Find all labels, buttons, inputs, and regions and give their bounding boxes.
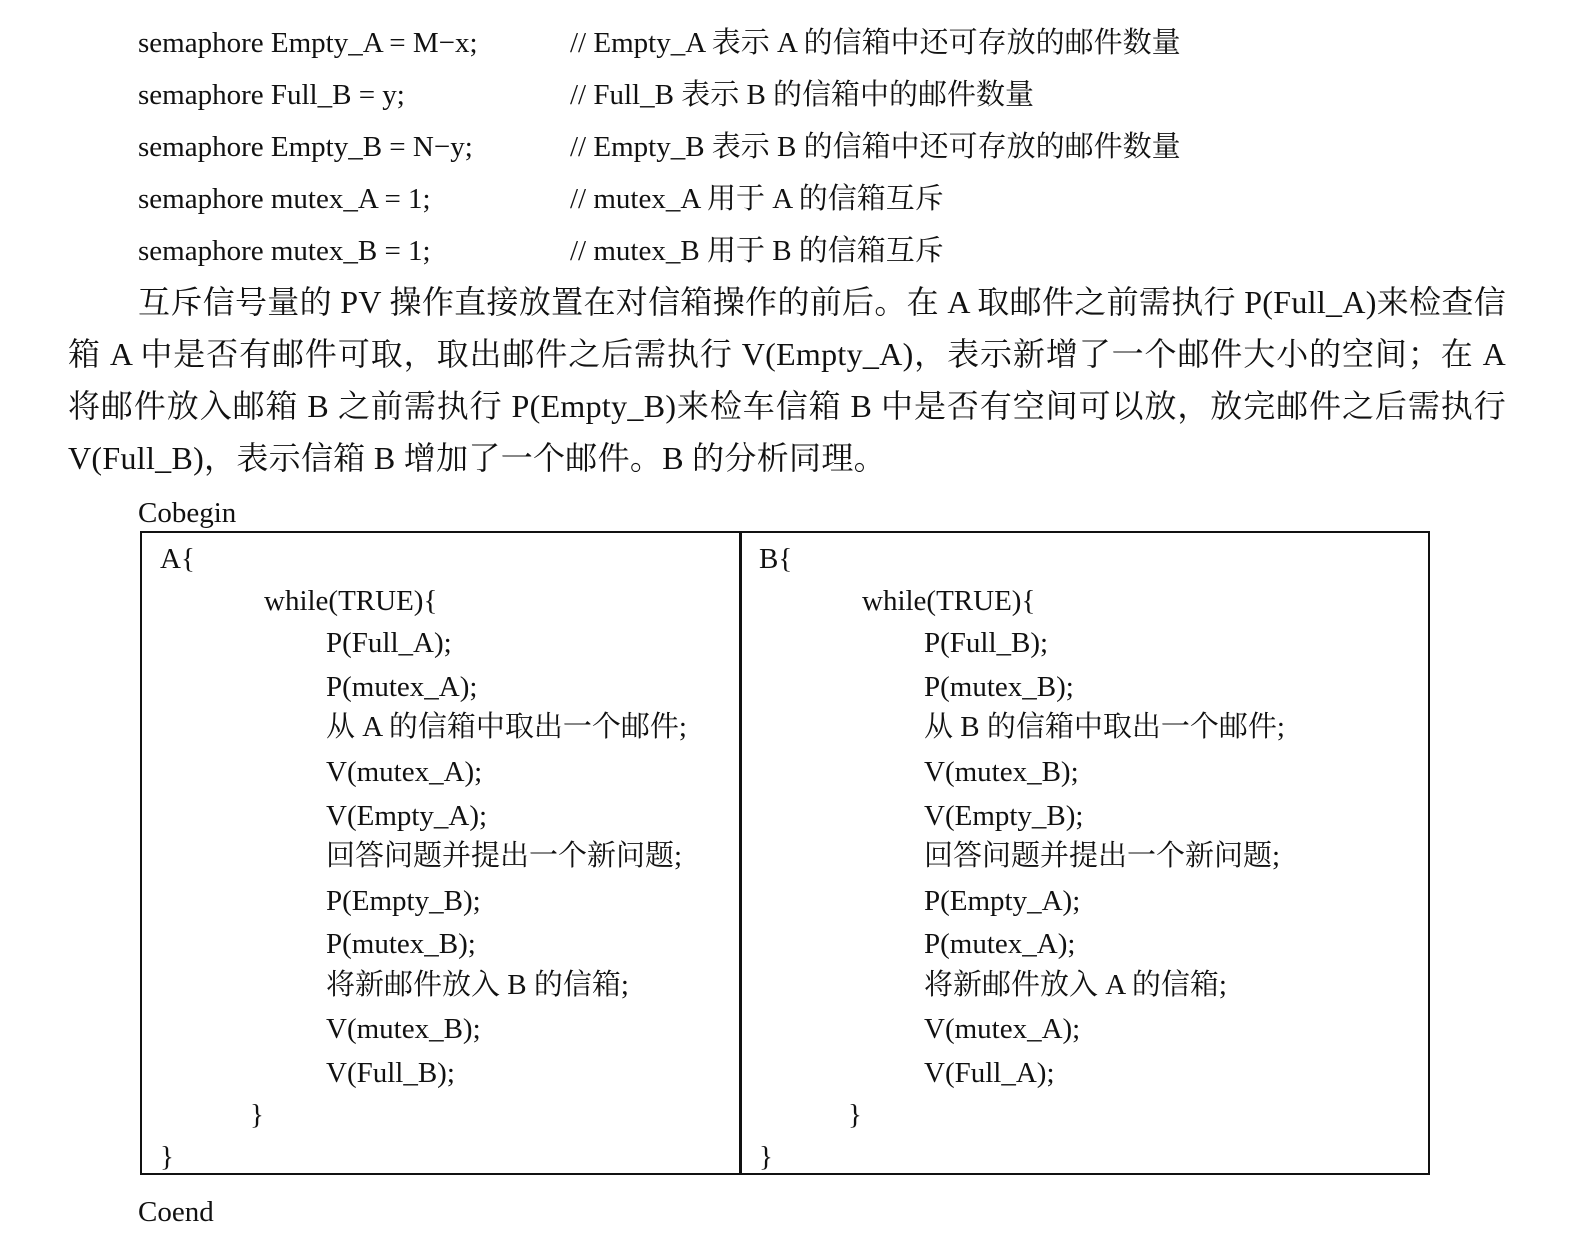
code-line: P(mutex_A); xyxy=(924,928,1076,960)
code-line: V(mutex_A); xyxy=(326,756,483,788)
while-loop-header: while(TRUE){ xyxy=(862,585,1036,617)
code-line: V(mutex_A); xyxy=(924,1013,1081,1045)
code-line: P(mutex_A); xyxy=(326,671,478,703)
column-divider xyxy=(739,531,742,1175)
code-line: V(Full_A); xyxy=(924,1057,1055,1089)
code-line: 将新邮件放入 A 的信箱; xyxy=(924,969,1227,1001)
explanation-paragraph: 互斥信号量的 PV 操作直接放置在对信箱操作的前后。在 A 取邮件之前需执行 P(Full_A)来检查信箱 A 中是否有邮件可取，取出邮件之后需执行 V(Empty_A)，表示新增了一个邮件大小的空间；在 A 将邮件放入邮箱 B 之前需执行 P(Empty_B)来检车信箱 B 中是否有空间可以放，放完邮件之后需执行 V(Full_B)，表示信箱 B 增加了一个邮件。B 的分析同理。 xyxy=(68,284,1506,476)
loop-close-brace: } xyxy=(250,1099,264,1131)
code-line: P(mutex_B); xyxy=(924,671,1074,703)
declaration-code: semaphore Empty_A = M−x; xyxy=(138,27,478,59)
code-line: 回答问题并提出一个新问题; xyxy=(924,840,1281,872)
code-line: P(Full_A); xyxy=(326,627,452,659)
code-line: 从 B 的信箱中取出一个邮件; xyxy=(924,711,1285,743)
code-line: P(Empty_B); xyxy=(326,885,481,917)
code-line: V(Empty_A); xyxy=(326,800,488,832)
cobegin-label: Cobegin xyxy=(138,497,237,529)
code-line: P(mutex_B); xyxy=(326,928,476,960)
process-header: B{ xyxy=(759,543,793,575)
declaration-code: semaphore Full_B = y; xyxy=(138,79,405,111)
code-line: 从 A 的信箱中取出一个邮件; xyxy=(326,711,687,743)
code-line: V(mutex_B); xyxy=(326,1013,481,1045)
declaration-code: semaphore mutex_B = 1; xyxy=(138,235,431,267)
declaration-comment: // mutex_B 用于 B 的信箱互斥 xyxy=(570,235,944,267)
code-line: V(mutex_B); xyxy=(924,756,1079,788)
while-loop-header: while(TRUE){ xyxy=(264,585,438,617)
code-line: P(Empty_A); xyxy=(924,885,1081,917)
coend-label: Coend xyxy=(138,1196,214,1228)
declaration-comment: // mutex_A 用于 A 的信箱互斥 xyxy=(570,183,944,215)
process-close-brace: } xyxy=(160,1141,174,1173)
declaration-code: semaphore Empty_B = N−y; xyxy=(138,131,473,163)
code-line: V(Empty_B); xyxy=(924,800,1084,832)
declaration-comment: // Empty_B 表示 B 的信箱中还可存放的邮件数量 xyxy=(570,131,1181,163)
declaration-comment: // Empty_A 表示 A 的信箱中还可存放的邮件数量 xyxy=(570,27,1181,59)
declaration-comment: // Full_B 表示 B 的信箱中的邮件数量 xyxy=(570,79,1035,111)
process-header: A{ xyxy=(160,543,195,575)
process-close-brace: } xyxy=(759,1141,773,1173)
code-line: 将新邮件放入 B 的信箱; xyxy=(326,969,629,1001)
code-line: V(Full_B); xyxy=(326,1057,455,1089)
code-line: 回答问题并提出一个新问题; xyxy=(326,840,683,872)
declaration-code: semaphore mutex_A = 1; xyxy=(138,183,431,215)
code-line: P(Full_B); xyxy=(924,627,1049,659)
loop-close-brace: } xyxy=(848,1099,862,1131)
